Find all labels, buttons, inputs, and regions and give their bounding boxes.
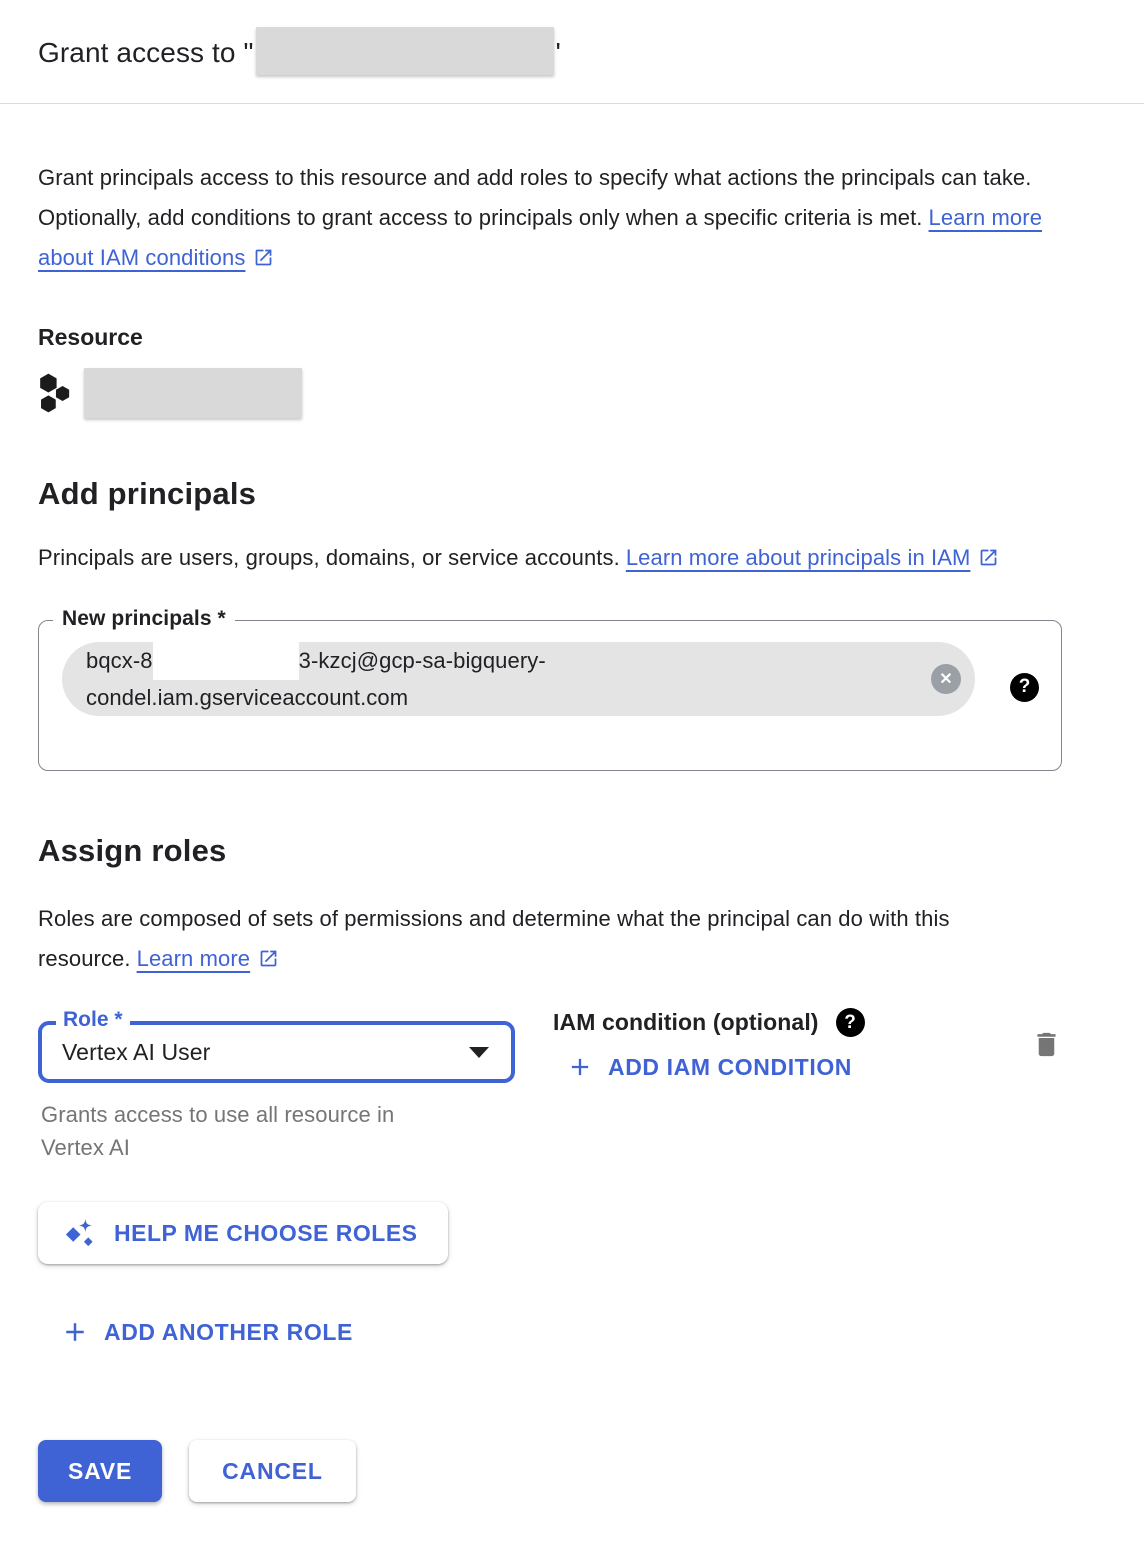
gemini-sparkle-icon <box>64 1217 97 1250</box>
dialog-footer <box>38 1440 1106 1530</box>
iam-condition-help-icon[interactable] <box>836 1008 865 1037</box>
roles-text: Roles are composed of sets of permissions and determine what the principal can do with this resource. <box>38 906 950 971</box>
new-principals-field[interactable] <box>38 607 1062 771</box>
page-title-text: Grant access to " <box>38 37 254 68</box>
new-principals-row <box>62 642 1039 716</box>
new-principals-label: New principals * <box>53 607 235 631</box>
learn-more-roles-label: Learn more <box>136 946 251 971</box>
intro-paragraph <box>38 158 1043 278</box>
external-link-icon <box>978 547 999 568</box>
principal-email-suffix: 3-kzcj@gcp-sa-bigquery- <box>298 648 546 673</box>
help-me-choose-roles-button[interactable] <box>38 1202 448 1264</box>
header-divider <box>0 103 1144 104</box>
page-title <box>0 0 1144 103</box>
help-me-choose-roles-label: HELP ME CHOOSE ROLES <box>114 1219 418 1246</box>
principals-paragraph <box>38 538 1043 578</box>
remove-principal-button[interactable] <box>931 664 961 694</box>
add-another-role-label: ADD ANOTHER ROLE <box>104 1318 353 1345</box>
chevron-down-icon <box>469 1047 489 1058</box>
add-iam-condition-button[interactable] <box>553 1052 858 1082</box>
redacted-email-part <box>153 642 299 680</box>
iam-condition-label: IAM condition (optional) <box>553 1009 819 1035</box>
iam-condition-header <box>553 1008 865 1037</box>
external-link-icon <box>253 247 274 268</box>
dialog-body <box>0 158 1144 1530</box>
close-icon: ✕ <box>939 671 953 688</box>
save-button[interactable]: SAVE <box>38 1440 162 1502</box>
resource-heading: Resource <box>38 324 143 350</box>
role-select[interactable] <box>38 1008 515 1083</box>
delete-role-button[interactable] <box>1031 1029 1062 1063</box>
resource-row <box>38 368 1106 418</box>
principals-text: Principals are users, groups, domains, or service accounts. <box>38 545 620 570</box>
role-assignment-row <box>38 1008 1062 1164</box>
learn-more-principals-label: Learn more about principals in IAM <box>625 545 971 570</box>
principal-email-line2: condel.iam.gserviceaccount.com <box>86 685 409 710</box>
plus-icon <box>566 1053 594 1081</box>
redacted-resource-value <box>84 368 302 418</box>
learn-more-iam-conditions-label: Learn more about IAM conditions <box>38 205 1043 270</box>
role-label: Role * <box>56 1008 130 1032</box>
redacted-resource-title <box>256 27 554 75</box>
plus-icon <box>60 1317 90 1347</box>
assign-roles-heading: Assign roles <box>38 833 227 868</box>
principal-email-prefix: bqcx-8 <box>86 648 153 673</box>
iam-condition-column <box>553 1008 865 1086</box>
role-column <box>38 1008 515 1164</box>
page-title-close-quote: ' <box>555 37 561 68</box>
question-mark-glyph: ? <box>1018 676 1031 697</box>
cancel-button[interactable]: CANCEL <box>189 1440 356 1502</box>
role-selected-value: Vertex AI User <box>62 1038 211 1065</box>
principal-email <box>86 642 921 716</box>
role-helper-text: Grants access to use all resource in Vertex AI <box>41 1102 395 1160</box>
principal-chip <box>62 642 975 716</box>
add-another-role-button[interactable] <box>60 1316 359 1348</box>
trash-icon <box>1031 1029 1062 1060</box>
learn-more-roles-link[interactable] <box>137 946 280 971</box>
external-link-icon <box>258 948 279 969</box>
intro-text: Grant principals access to this resource and add roles to specify what actions the principals can take. Optionally, add conditions to grant access to principals only when a specific criteria is met. <box>38 165 1032 230</box>
add-principals-heading: Add principals <box>38 476 257 511</box>
add-iam-condition-label: ADD IAM CONDITION <box>608 1053 853 1080</box>
question-mark-glyph: ? <box>844 1011 856 1033</box>
learn-more-principals-link[interactable] <box>626 545 1000 570</box>
roles-paragraph <box>38 899 1043 979</box>
resource-hexagons-icon <box>38 371 72 416</box>
principals-help-icon[interactable] <box>1010 673 1039 702</box>
